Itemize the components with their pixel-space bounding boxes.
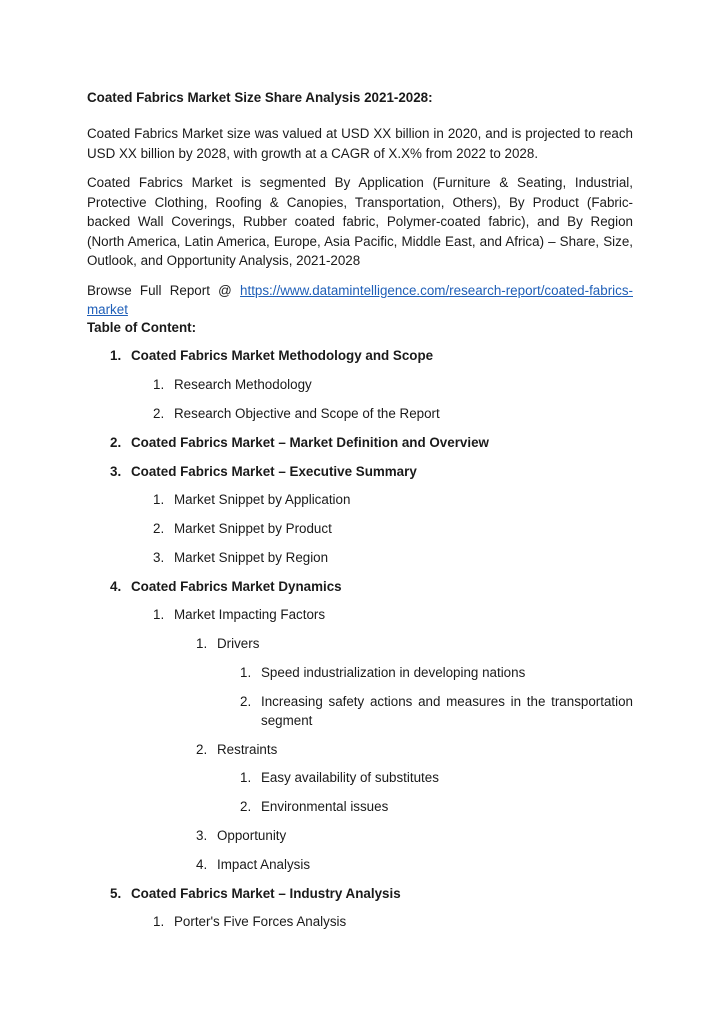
toc-label: Easy availability of substitutes [261, 770, 439, 785]
toc-label: Speed industrialization in developing nations [261, 665, 526, 680]
toc-item [110, 433, 489, 452]
browse-prefix: Browse Full Report @ [87, 282, 241, 298]
toc-number: 1. [240, 770, 252, 785]
toc-item [196, 826, 287, 845]
toc-item [240, 768, 439, 787]
toc-number: 1. [153, 492, 165, 507]
toc-label: Increasing safety actions and measures in the transportation segment [261, 694, 633, 728]
market-size-paragraph: Coated Fabrics Market size was valued at USD XX billion in 2020, and is projected to reach USD XX billion by 2028, with growth at a CAGR of X.X% from 2022 to 2028. [87, 126, 633, 161]
toc-label: Market Snippet by Region [174, 550, 329, 565]
toc-item [153, 375, 312, 394]
toc-item [196, 634, 260, 653]
toc-label: Market Snippet by Product [174, 521, 332, 536]
toc-item [153, 490, 351, 509]
toc-label: Market Snippet by Application [174, 492, 351, 507]
toc-label: Coated Fabrics Market Dynamics [131, 579, 342, 594]
toc-number: 1. [196, 636, 208, 651]
toc-label: Coated Fabrics Market Methodology and Scope [131, 348, 434, 363]
document-body [87, 88, 633, 320]
toc-label: Coated Fabrics Market – Executive Summary [131, 464, 417, 479]
toc-number: 3. [110, 464, 122, 479]
toc-number: 2. [240, 694, 252, 709]
toc-number: 4. [110, 579, 122, 594]
report-link[interactable]: https://www.datamintelligence.com/research-report/coated-fabrics-market [87, 282, 633, 317]
toc-number: 1. [240, 665, 252, 680]
toc-label: Coated Fabrics Market – Industry Analysis [131, 886, 401, 901]
toc-item [240, 663, 526, 682]
toc-item [240, 692, 633, 730]
toc-number: 3. [153, 550, 165, 565]
toc-item [196, 855, 311, 874]
toc-item [110, 346, 434, 365]
toc-item [153, 605, 326, 624]
toc-number: 5. [110, 886, 122, 901]
toc-item [110, 462, 417, 481]
toc-item [110, 884, 401, 903]
toc-item [153, 912, 347, 931]
toc-label: Research Methodology [174, 377, 312, 392]
toc-label: Impact Analysis [217, 857, 311, 872]
document-title: Coated Fabrics Market Size Share Analysis 2021-2028: [87, 90, 433, 105]
toc-number: 1. [110, 348, 122, 363]
toc-item [153, 404, 440, 423]
browse-report-paragraph [87, 281, 633, 320]
toc-number: 2. [153, 406, 165, 421]
toc-label: Opportunity [217, 828, 287, 843]
toc-label: Market Impacting Factors [174, 607, 326, 622]
toc-number: 2. [153, 521, 165, 536]
toc-number: 2. [110, 435, 122, 450]
toc-number: 2. [240, 799, 252, 814]
toc-item [153, 548, 329, 567]
toc-number: 2. [196, 742, 208, 757]
toc-label: Research Objective and Scope of the Report [174, 406, 440, 421]
toc-number: 1. [153, 377, 165, 392]
toc-item [240, 797, 389, 816]
segmentation-paragraph: Coated Fabrics Market is segmented By Application (Furniture & Seating, Industrial, Protective Clothing, Roofing & Canopies, Transportation, Others), By Product (Fabric-backed Wall Coverings, Rubber coated fabric, Polymer-coated fabric), and By Region (North America, Latin America, Europe, Asia Pacific, Middle East, and Africa) – Share, Size, Outlook, and Opportunity Analysis, 2021-2028 [87, 175, 633, 268]
toc-number: 1. [153, 607, 165, 622]
toc-number: 3. [196, 828, 208, 843]
toc-number: 1. [153, 914, 165, 929]
toc-item [196, 740, 278, 759]
toc-label: Porter's Five Forces Analysis [174, 914, 347, 929]
toc-heading: Table of Content: [87, 320, 197, 335]
toc-item [110, 577, 342, 596]
toc-label: Drivers [217, 636, 260, 651]
toc-label: Coated Fabrics Market – Market Definition and Overview [131, 435, 489, 450]
toc-number: 4. [196, 857, 208, 872]
toc-label: Restraints [217, 742, 278, 757]
toc-label: Environmental issues [261, 799, 389, 814]
toc-item [153, 519, 332, 538]
